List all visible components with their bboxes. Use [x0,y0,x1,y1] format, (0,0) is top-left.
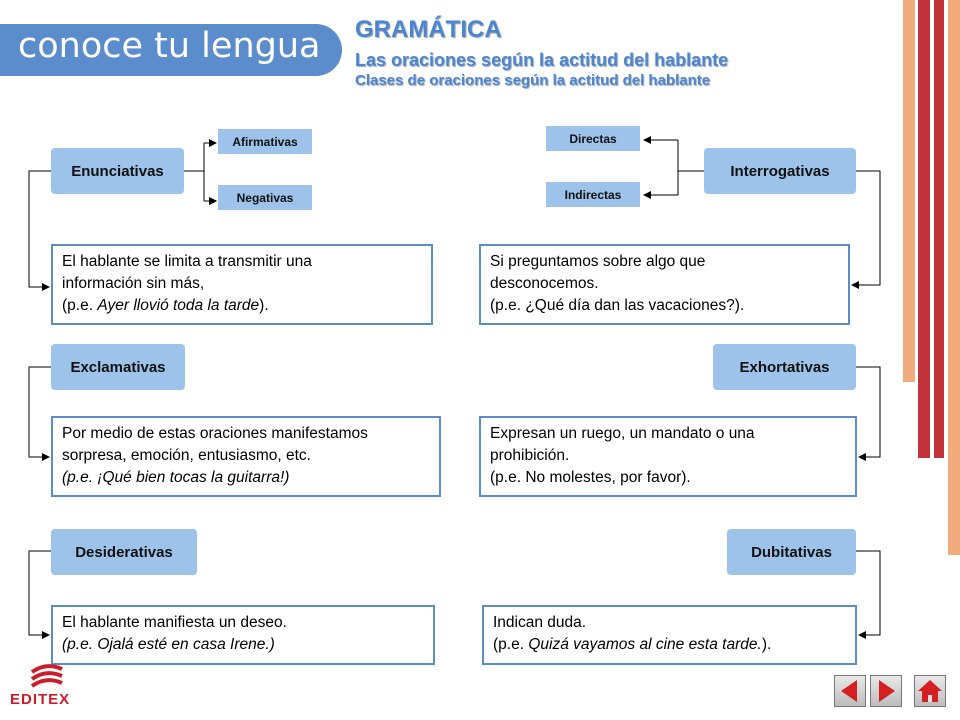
connector-exhortativas-desc [856,367,880,457]
desc-enunciativas [51,244,433,325]
desc-example: (p.e. Ojalá esté en casa Irene.) [62,636,275,653]
category-desiderativas: Desiderativas [51,529,197,575]
subcategory-directas: Directas [546,126,640,151]
editex-logo-text: EDITEX [10,691,71,708]
desc-dubitativas [482,605,857,665]
editex-logo [8,664,78,710]
desc-line: sorpresa, emoción, entusiasmo, etc. [62,447,311,464]
desc-exhortativas [479,416,857,497]
category-interrogativas: Interrogativas [704,148,856,194]
connector-enunciativas-desc [29,171,51,287]
previous-button[interactable] [834,675,866,707]
desc-line: Si preguntamos sobre algo que [490,253,706,270]
desc-line: Expresan un ruego, un mandato o una [490,425,755,442]
home-button[interactable] [914,675,946,707]
page-title: GRAMÁTICA [355,16,502,43]
desc-line: El hablante manifiesta un deseo. [62,614,287,631]
desc-example: (p.e. ¡Qué bien tocas la guitarra!) [62,469,290,486]
desc-interrogativas [479,244,850,325]
desc-example: (p.e. Ayer llovió toda la tarde). [62,297,269,314]
desc-line: El hablante se limita a transmitir una [62,253,312,270]
desc-example: (p.e. No molestes, por favor). [490,469,691,486]
desc-exclamativas [51,416,441,497]
desc-line: prohibición. [490,447,570,464]
desc-line: Indican duda. [493,614,587,631]
subcategory-indirectas: Indirectas [546,182,640,207]
desc-desiderativas [51,605,435,665]
home-icon [915,676,945,706]
arrow-right-icon [871,676,901,706]
desc-example: (p.e. Quizá vayamos al cine esta tarde.). [493,636,772,653]
desc-line: información sin más, [62,275,205,292]
connector-dubitativas-desc [856,551,880,635]
arrow-left-icon [835,676,865,706]
connector-enunciativas-sub [184,143,216,201]
category-exclamativas: Exclamativas [51,344,185,390]
desc-line: Por medio de estas oraciones manifestamos [62,425,368,442]
banner-text: conoce tu lengua [18,26,321,66]
connector-desiderativas-desc [29,551,51,635]
page-subtitle: Las oraciones según la actitud del hablante [355,50,729,70]
category-exhortativas: Exhortativas [713,344,856,390]
page-subsubtitle: Clases de oraciones según la actitud del hablante [355,72,711,89]
connector-interrogativas-desc [852,171,880,285]
connector-exclamativas-desc [29,367,51,457]
next-button[interactable] [870,675,902,707]
desc-line: desconocemos. [490,275,599,292]
editex-logo-icon [26,664,70,688]
category-enunciativas: Enunciativas [51,148,184,194]
connector-interrogativas-sub [678,140,704,195]
desc-example: (p.e. ¿Qué día dan las vacaciones?). [490,297,745,314]
subcategory-negativas: Negativas [218,185,312,210]
subcategory-afirmativas: Afirmativas [218,129,312,154]
category-dubitativas: Dubitativas [727,529,856,575]
